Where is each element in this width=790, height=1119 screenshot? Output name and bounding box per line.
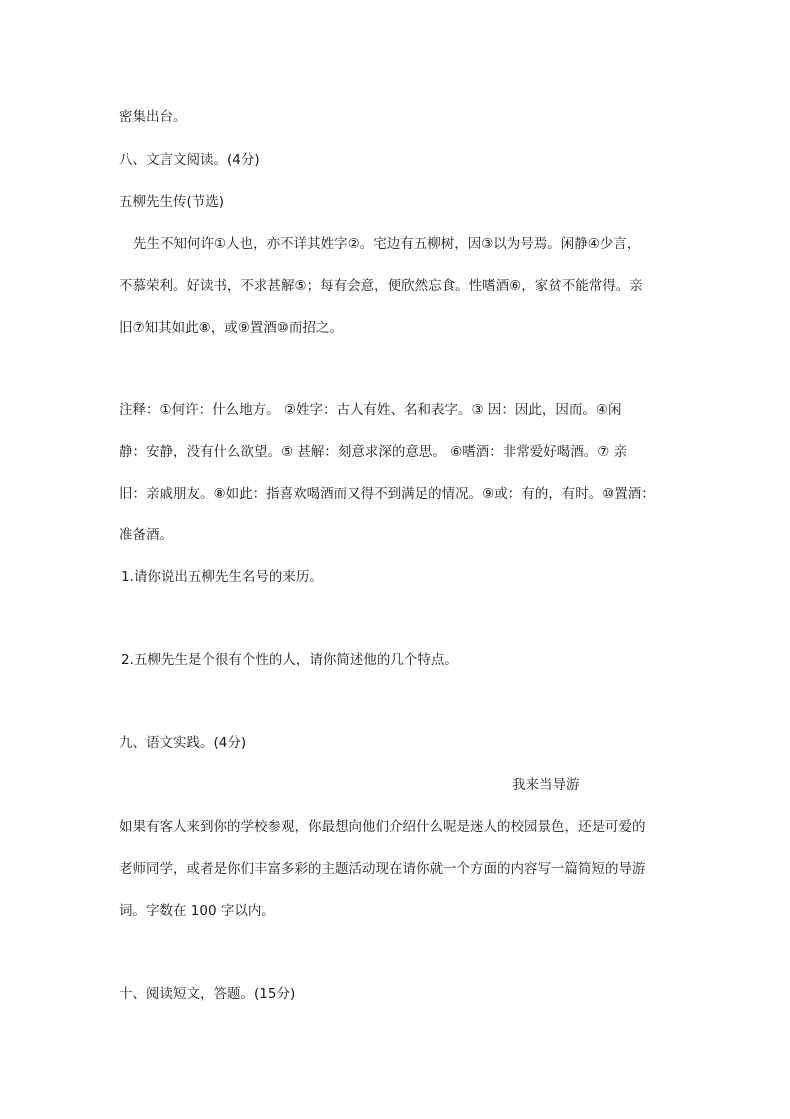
passage-line-3: 旧⑦知其如此⑧，或⑨置酒⑩而招之。 bbox=[119, 320, 343, 336]
notes-line-2: 静：安静，没有什么欲望。⑤ 甚解：刻意求深的意思。 ⑥嗜酒：非常爱好喝酒。⑦ 亲 bbox=[119, 444, 628, 460]
section-heading-classical-reading: 八、文言文阅读。(4分) bbox=[119, 152, 260, 168]
passage-title: 五柳先生传(节选) bbox=[119, 194, 225, 210]
practice-line-1: 如果有客人来到你的学校参观，你最想向他们介绍什么呢是迷人的校园景色，还是可爱的 bbox=[119, 819, 646, 835]
practice-line-2: 老师同学，或者是你们丰富多彩的主题活动现在请你就一个方面的内容写一篇简短的导游 bbox=[119, 861, 646, 877]
passage-line-2: 不慕荣利。好读书，不求甚解⑤；每有会意，便欣然忘食。性嗜酒⑥，家贫不能常得。亲 bbox=[119, 278, 643, 294]
section-heading-practice: 九、语文实践。(4分) bbox=[119, 735, 247, 751]
text-line-continuation: 密集出台。 bbox=[119, 109, 187, 125]
question-2: 2.五柳先生是个很有个性的人，请你简述他的几个特点。 bbox=[121, 652, 458, 668]
practice-title: 我来当导游 bbox=[512, 777, 580, 793]
passage-line-1: 先生不知何许①人也，亦不详其姓字②。宅边有五柳树，因③以为号焉。闲静④少言， bbox=[133, 236, 641, 252]
question-1: 1.请你说出五柳先生名号的来历。 bbox=[121, 569, 323, 585]
notes-line-1: 注释：①何许：什么地方。 ②姓字：古人有姓、名和表字。③ 因：因此，因而。④闲 bbox=[119, 402, 622, 418]
practice-line-3: 词。字数在 100 字以内。 bbox=[119, 903, 275, 919]
notes-line-3: 旧：亲戚朋友。⑧如此：指喜欢喝酒而又得不到满足的情况。⑨或：有的，有时。⑩置酒： bbox=[119, 486, 655, 502]
notes-line-4: 准备酒。 bbox=[119, 527, 173, 543]
section-heading-reading: 十、阅读短文，答题。(15分) bbox=[119, 986, 296, 1002]
